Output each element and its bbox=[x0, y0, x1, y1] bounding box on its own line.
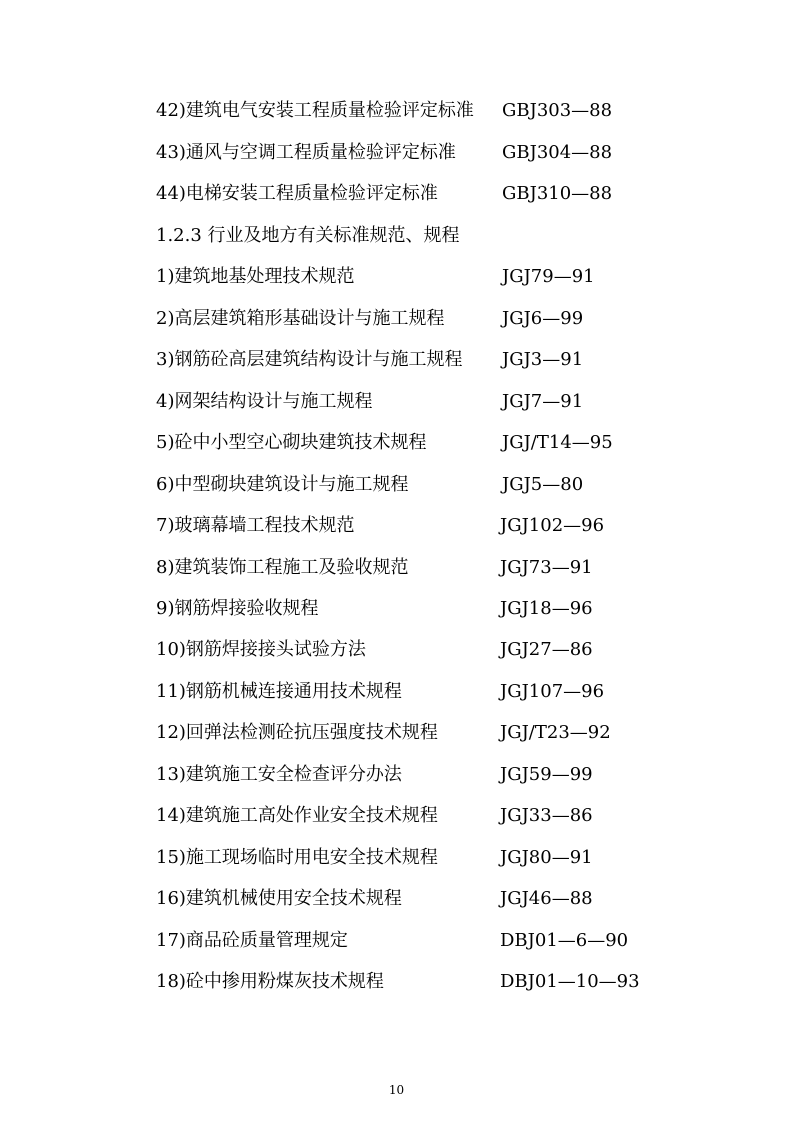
standard-row bbox=[0, 764, 793, 804]
standard-row bbox=[0, 391, 793, 431]
standard-title: 11)钢筋机械连接通用技术规程 bbox=[156, 681, 402, 702]
standard-code: GBJ304—88 bbox=[502, 142, 613, 163]
standard-title: 43)通风与空调工程质量检验评定标准 bbox=[156, 142, 456, 163]
standard-row bbox=[0, 474, 793, 514]
standard-row bbox=[0, 722, 793, 762]
standard-title: 15)施工现场临时用电安全技术规程 bbox=[156, 847, 438, 868]
standard-row bbox=[0, 847, 793, 887]
standard-code: JGJ102—96 bbox=[500, 515, 605, 536]
standard-title: 6)中型砌块建筑设计与施工规程 bbox=[156, 474, 409, 495]
standard-code: JGJ46—88 bbox=[500, 888, 593, 909]
standard-code: JGJ27—86 bbox=[500, 639, 593, 660]
standard-title: 16)建筑机械使用安全技术规程 bbox=[156, 888, 402, 909]
standard-code: JGJ107—96 bbox=[500, 681, 605, 702]
standard-code: JGJ80—91 bbox=[500, 847, 593, 868]
standard-code: JGJ7—91 bbox=[502, 391, 584, 412]
standard-row bbox=[0, 183, 793, 223]
standard-row bbox=[0, 681, 793, 721]
standard-title: 1)建筑地基处理技术规范 bbox=[156, 266, 355, 287]
standard-row bbox=[0, 598, 793, 638]
standard-title: 8)建筑装饰工程施工及验收规范 bbox=[156, 557, 409, 578]
standard-row bbox=[0, 557, 793, 597]
standard-code: DBJ01—6—90 bbox=[500, 930, 629, 951]
standard-row bbox=[0, 308, 793, 348]
standard-title: 7)玻璃幕墙工程技术规范 bbox=[156, 515, 355, 536]
standard-title: 14)建筑施工高处作业安全技术规程 bbox=[156, 805, 438, 826]
standard-title: 17)商品砼质量管理规定 bbox=[156, 930, 348, 951]
standard-code: JGJ6—99 bbox=[502, 308, 584, 329]
standard-row bbox=[0, 930, 793, 970]
standard-title: 2)高层建筑箱形基础设计与施工规程 bbox=[156, 308, 445, 329]
standard-row bbox=[0, 266, 793, 306]
standard-code: JGJ59—99 bbox=[500, 764, 593, 785]
standard-row bbox=[0, 805, 793, 845]
standard-code: GBJ303—88 bbox=[502, 100, 613, 121]
standard-code: JGJ5—80 bbox=[502, 474, 584, 495]
standard-row bbox=[0, 639, 793, 679]
standard-code: JGJ/T14—95 bbox=[502, 432, 613, 453]
standard-row bbox=[0, 432, 793, 472]
standard-title: 9)钢筋焊接验收规程 bbox=[156, 598, 319, 619]
standard-title: 44)电梯安装工程质量检验评定标准 bbox=[156, 183, 438, 204]
standard-row bbox=[0, 888, 793, 928]
standard-title: 10)钢筋焊接接头试验方法 bbox=[156, 639, 366, 660]
standard-row bbox=[0, 515, 793, 555]
standard-title: 13)建筑施工安全检查评分办法 bbox=[156, 764, 402, 785]
standard-row bbox=[0, 100, 793, 140]
page-number: 10 bbox=[388, 1083, 405, 1097]
standard-code: JGJ18—96 bbox=[500, 598, 593, 619]
standard-title: 18)砼中掺用粉煤灰技术规程 bbox=[156, 971, 384, 992]
standard-row bbox=[0, 142, 793, 182]
standard-code: JGJ33—86 bbox=[500, 805, 593, 826]
standard-code: DBJ01—10—93 bbox=[500, 971, 640, 992]
standard-code: JGJ79—91 bbox=[502, 266, 595, 287]
standard-code: JGJ/T23—92 bbox=[500, 722, 611, 743]
standard-row bbox=[0, 349, 793, 389]
standard-title: 4)网架结构设计与施工规程 bbox=[156, 391, 373, 412]
standard-title: 12)回弹法检测砼抗压强度技术规程 bbox=[156, 722, 438, 743]
standard-code: GBJ310—88 bbox=[502, 183, 613, 204]
standard-title: 42)建筑电气安装工程质量检验评定标准 bbox=[156, 100, 474, 121]
standard-title: 3)钢筋砼高层建筑结构设计与施工规程 bbox=[156, 349, 463, 370]
standard-code: JGJ73—91 bbox=[500, 557, 593, 578]
standard-row bbox=[0, 971, 793, 1011]
standard-title: 5)砼中小型空心砌块建筑技术规程 bbox=[156, 432, 427, 453]
section-heading: 1.2.3 行业及地方有关标准规范、规程 bbox=[156, 225, 460, 246]
standard-code: JGJ3—91 bbox=[502, 349, 584, 370]
